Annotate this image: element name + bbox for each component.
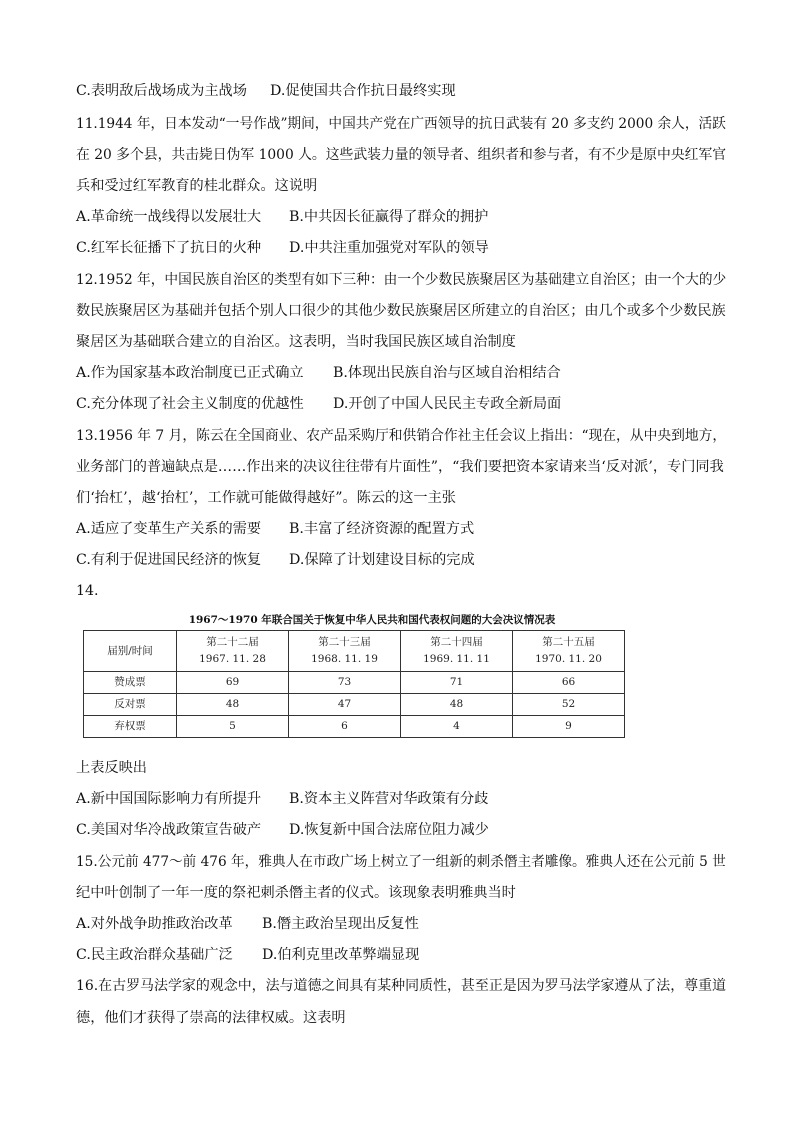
q16-stem-line-2: 德，他们才获得了崇高的法律权威。这表明: [76, 1010, 346, 1026]
q14-option-d: D.恢复新中国合法席位阻力减少: [289, 822, 489, 838]
table-cell: 66: [513, 672, 625, 694]
table-cell: 4: [401, 716, 513, 738]
session-date: 1967. 11. 28: [199, 653, 266, 665]
q12-option-c: C.充分体现了社会主义制度的优越性: [76, 396, 304, 412]
q13-option-b: B.丰富了经济资源的配置方式: [289, 521, 475, 537]
row-label: 反对票: [84, 694, 177, 716]
q12-option-a: A.作为国家基本政治制度已正式确立: [76, 365, 304, 381]
q15-option-b: B.僭主政治呈现出反复性: [262, 916, 419, 932]
q11-option-d: D.中共注重加强党对军队的领导: [289, 240, 489, 256]
session-name: 第二十二届: [206, 636, 259, 648]
q12-stem-line-1: 12.1952 年，中国民族自治区的类型有如下三种：由一个少数民族聚居区为基础建立自治区；由一个大的少: [76, 272, 727, 288]
q10-option-d: D.促使国共合作抗日最终实现: [270, 83, 456, 99]
table-row: [84, 694, 625, 716]
q16-stem-line-1: 16.在古罗马法学家的观念中，法与道德之间具有某种同质性，甚至正是因为罗马法学家遵从了法，尊重道: [76, 978, 727, 994]
q11-option-b: B.中共因长征赢得了群众的拥护: [289, 209, 489, 225]
q15-stem-line-2: 纪中叶创制了一年一度的祭祀刺杀僭主者的仪式。该现象表明雅典当时: [76, 885, 516, 901]
table-cell: 73: [289, 672, 401, 694]
table-cell: 5: [177, 716, 289, 738]
table-row: [84, 716, 625, 738]
q14-option-b: B.资本主义阵营对华政策有分歧: [289, 791, 489, 807]
q13-stem-line-3: 们‘抬杠’，越‘抬杠’，工作就可能做得越好”。陈云的这一主张: [76, 490, 456, 506]
q14-option-a: A.新中国国际影响力有所提升: [76, 791, 262, 807]
q14-stem: 上表反映出: [76, 760, 147, 776]
q14-number: 14.: [76, 583, 99, 599]
q10-option-c: C.表明敌后战场成为主战场: [76, 83, 247, 99]
table-cell: 47: [289, 694, 401, 716]
table-cell: 9: [513, 716, 625, 738]
row-label: 弃权票: [84, 716, 177, 738]
table-cell: 52: [513, 694, 625, 716]
table-cell: 48: [177, 694, 289, 716]
un-resolution-table: [83, 630, 625, 738]
table-header-session: [401, 631, 513, 672]
q15-option-d: D.伯利克里改革弊端显现: [262, 947, 420, 963]
q11-stem-line-2: 在 20 多个县，共击毙日伪军 1000 人。这些武装力量的领导者、组织者和参与者，有不少是原中央红军官: [76, 147, 727, 163]
q11-option-c: C.红军长征播下了抗日的火种: [76, 240, 262, 256]
q11-option-a: A.革命统一战线得以发展壮大: [76, 209, 262, 225]
table-cell: 71: [401, 672, 513, 694]
q14-option-c: C.美国对华冷战政策宣告破产: [76, 822, 262, 838]
q13-option-a: A.适应了变革生产关系的需要: [76, 521, 262, 537]
q13-stem-line-1: 13.1956 年 7 月，陈云在全国商业、农产品采购厅和供销合作社主任会议上指出：“现在，从中央到地方，: [76, 428, 727, 444]
session-name: 第二十三届: [318, 636, 371, 648]
q12-stem-line-2: 数民族聚居区为基础并包括个别人口很少的其他少数民族聚居区所建立的自治区；由几个或多个少数民族: [76, 303, 726, 319]
table-cell: 48: [401, 694, 513, 716]
table-cell: 6: [289, 716, 401, 738]
session-date: 1968. 11. 19: [311, 653, 378, 665]
session-name: 第二十五届: [542, 636, 595, 648]
q12-stem-line-3: 聚居区为基础联合建立的自治区。这表明，当时我国民族区域自治制度: [76, 334, 516, 350]
q15-stem-line-1: 15.公元前 477～前 476 年，雅典人在市政广场上树立了一组新的刺杀僭主者雕像。雅典人还在公元前 5 世: [76, 854, 726, 870]
table-cell: 69: [177, 672, 289, 694]
q13-option-d: D.保障了计划建设目标的完成: [289, 552, 475, 568]
q12-option-d: D.开创了中国人民民主专政全新局面: [333, 396, 562, 412]
row-label: 赞成票: [84, 672, 177, 694]
table-header-session: [513, 631, 625, 672]
q11-stem-line-1: 11.1944 年，日本发动“一号作战”期间，中国共产党在广西领导的抗日武装有 20 多支约 2000 余人，活跃: [76, 116, 726, 132]
table-row: [84, 672, 625, 694]
q13-option-c: C.有利于促进国民经济的恢复: [76, 552, 262, 568]
session-date: 1969. 11. 11: [423, 653, 490, 665]
table-header-row: [84, 631, 625, 672]
table-header-session: [177, 631, 289, 672]
q15-option-c: C.民主政治群众基础广泛: [76, 947, 233, 963]
q15-option-a: A.对外战争助推政治改革: [76, 916, 233, 932]
q11-stem-line-3: 兵和受过红军教育的桂北群众。这说明: [76, 178, 318, 194]
q12-option-b: B.体现出民族自治与区域自治相结合: [333, 365, 561, 381]
session-date: 1970. 11. 20: [535, 653, 602, 665]
table-header-session: [289, 631, 401, 672]
table-title: 1967～1970 年联合国关于恢复中华人民共和国代表权问题的大会决议情况表: [188, 614, 556, 626]
session-name: 第二十四届: [430, 636, 483, 648]
table-header-label: 届别/时间: [84, 631, 177, 672]
q13-stem-line-2: 业务部门的普遍缺点是……作出来的决议往往带有片面性”，“我们要把资本家请来当‘反对派’，专门同我: [76, 459, 724, 475]
